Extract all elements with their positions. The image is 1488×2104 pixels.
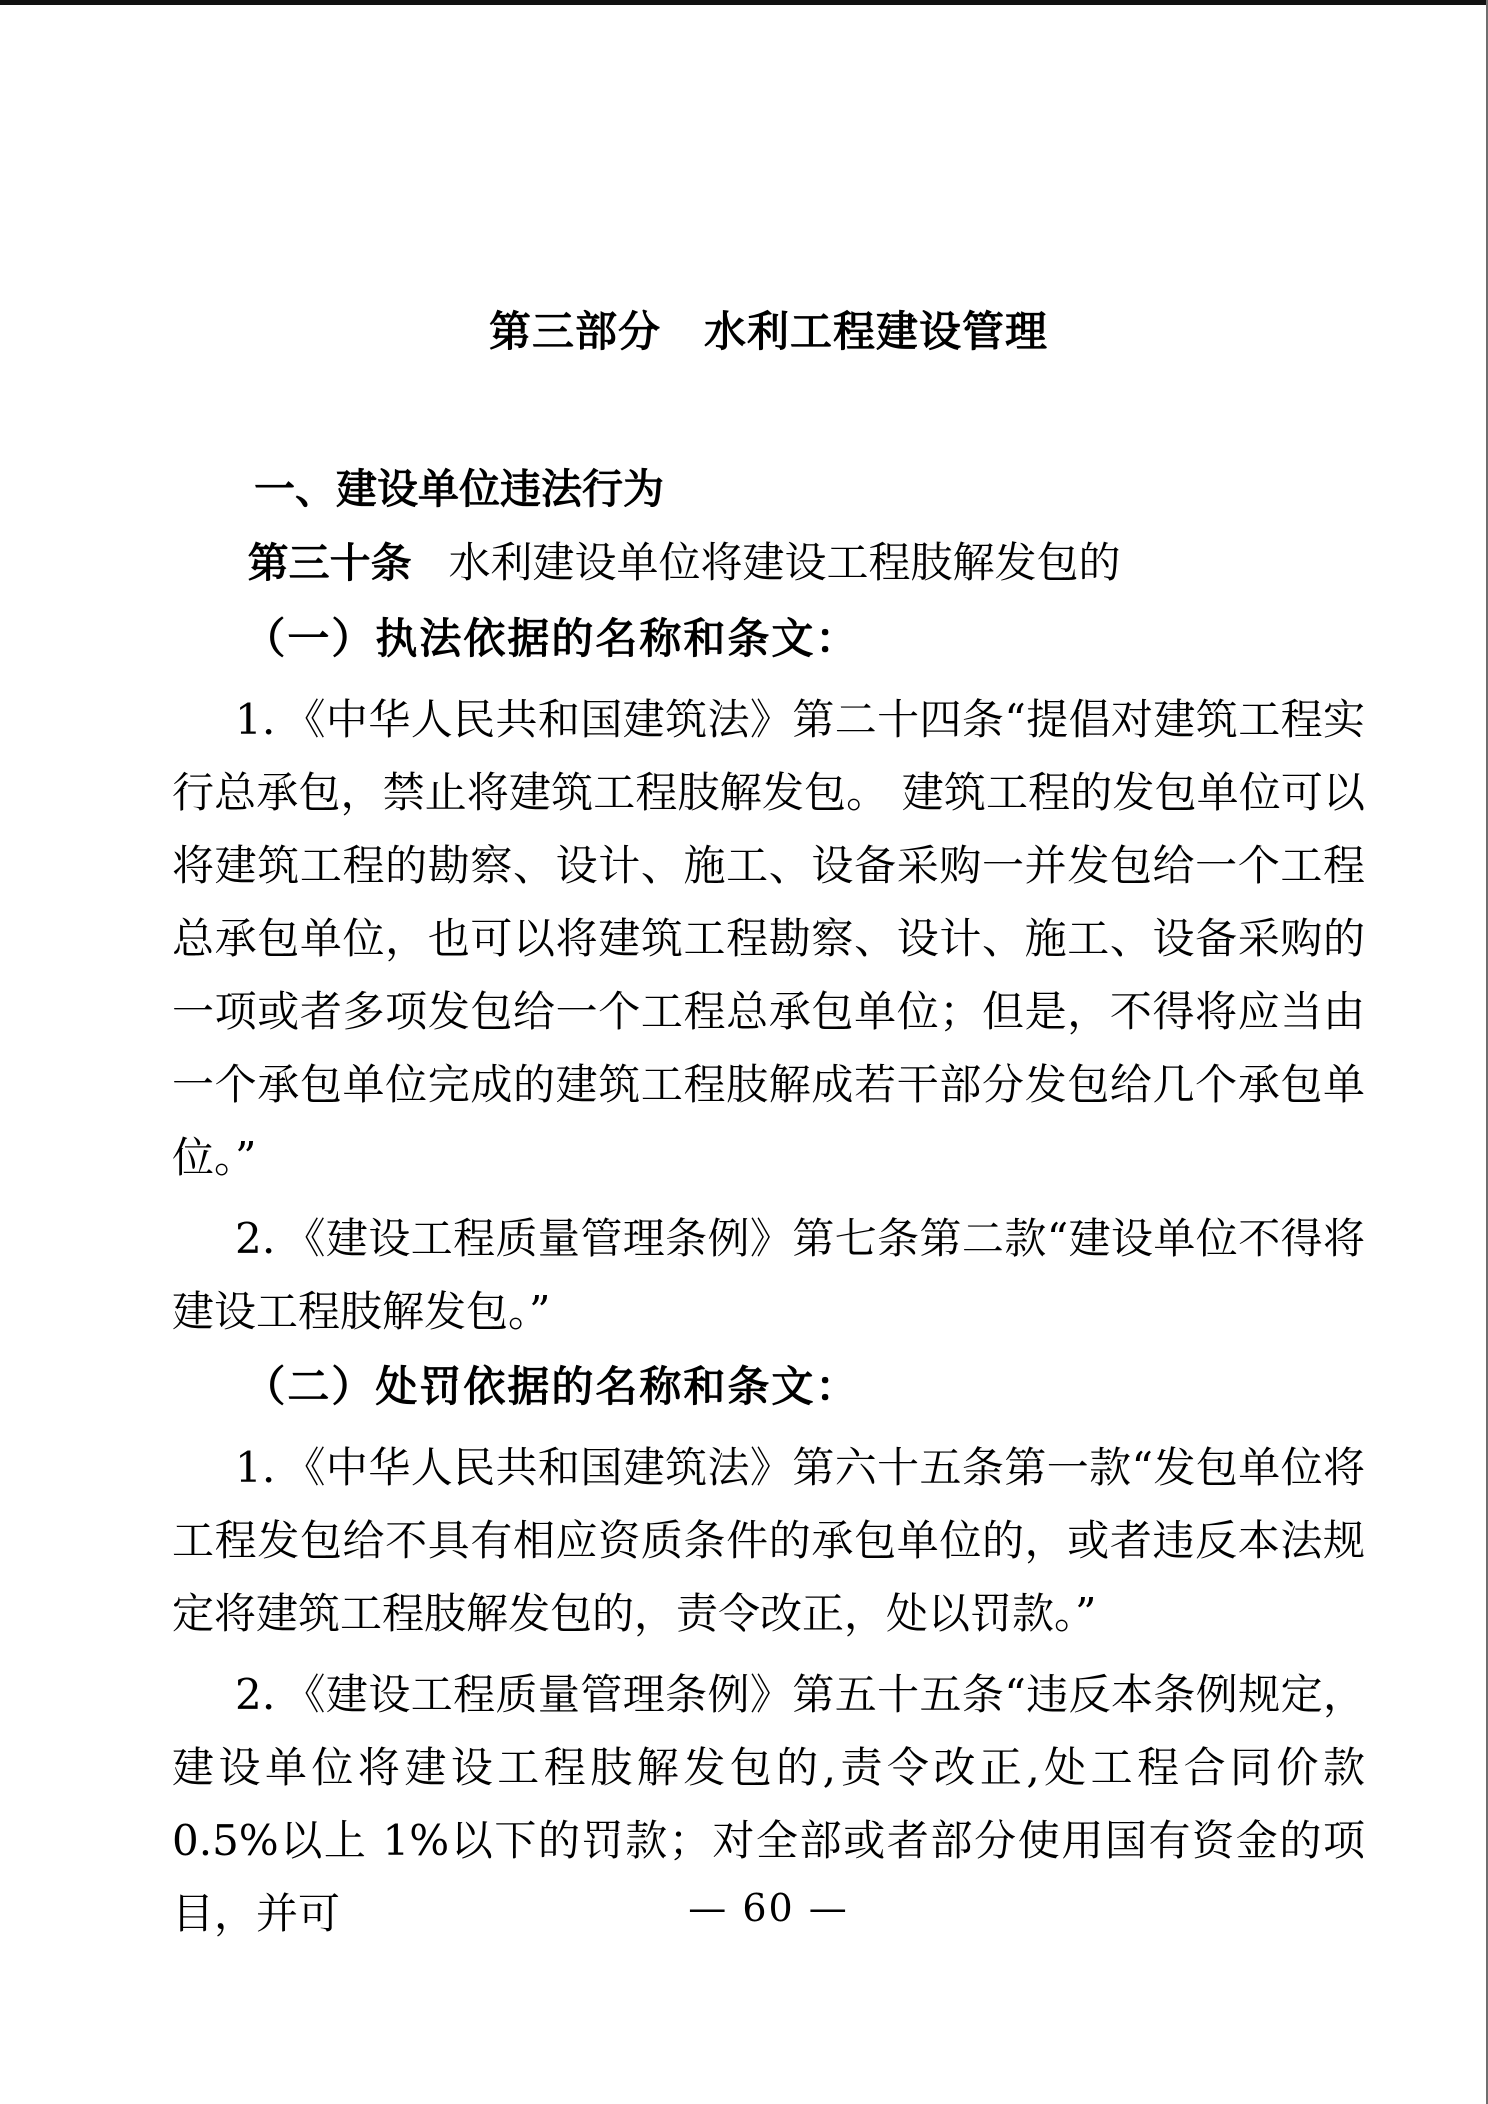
legal-paragraph: 1．《中华人民共和国建筑法》第二十四条“提倡对建筑工程实行总承包，禁止将建筑工程肢解发包。 建筑工程的发包单位可以将建筑工程的勘察、设计、施工、设备采购一并发包给一个工程总承包单位，也可以将建筑工程勘察、设计、施工、设备采购的一项或者多项发包给一个工程总承包单位；但是，不得将应当由一个承包单位完成的建筑工程肢解成若干部分发包给几个承包单位。” bbox=[172, 695, 1365, 1182]
subsection-heading-1: （一）执法依据的名称和条文： bbox=[243, 614, 860, 663]
subsection-heading-2: （二）处罚依据的名称和条文： bbox=[243, 1362, 860, 1411]
legal-paragraph: 2．《建设工程质量管理条例》第五十五条“违反本条例规定，建设单位将建设工程肢解发包的,责令改正,处工程合同价款 0.5%以上 1%以下的罚款；对全部或者部分使用国有资金的项目，并可 bbox=[172, 1670, 1365, 1938]
page-number: — 60 — bbox=[688, 1886, 849, 1930]
section-heading: 一、建设单位违法行为 bbox=[254, 465, 664, 513]
article-number-label: 第三十条 bbox=[247, 539, 412, 587]
article-line bbox=[172, 526, 1365, 600]
legal-paragraph: 2．《建设工程质量管理条例》第七条第二款“建设单位不得将建设工程肢解发包。” bbox=[172, 1214, 1365, 1336]
document-title: 第三部分 水利工程建设管理 bbox=[488, 307, 1048, 356]
article-text: 水利建设单位将建设工程肢解发包的 bbox=[448, 538, 1121, 587]
legal-paragraph: 1．《中华人民共和国建筑法》第六十五条第一款“发包单位将工程发包给不具有相应资质条件的承包单位的，或者违反本法规定将建筑工程肢解发包的，责令改正，处以罚款。” bbox=[172, 1443, 1365, 1638]
